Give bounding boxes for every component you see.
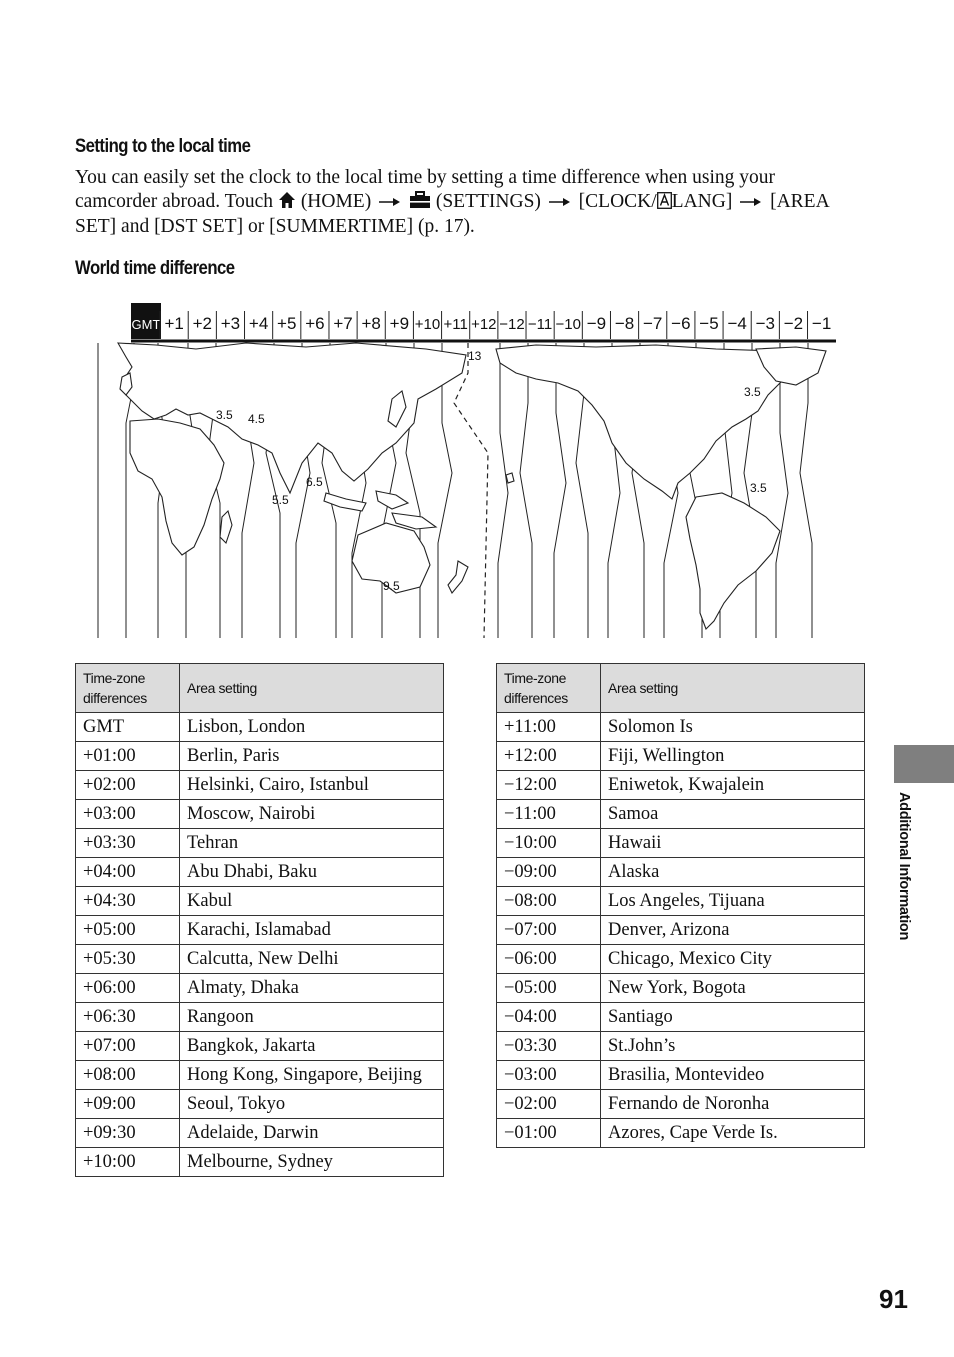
timezone-cell: −01:00 <box>497 1119 601 1148</box>
timezone-cell: −09:00 <box>497 858 601 887</box>
table-row <box>497 945 865 974</box>
arrow-right-icon <box>379 190 401 214</box>
table-row <box>76 974 444 1003</box>
table-row <box>497 1119 865 1148</box>
area-cell: St.John’s <box>601 1032 865 1061</box>
area-cell: Los Angeles, Tijuana <box>601 887 865 916</box>
timezone-cell: +07:00 <box>76 1032 180 1061</box>
table-row <box>76 858 444 887</box>
area-cell: Fiji, Wellington <box>601 742 865 771</box>
zone-label: −8 <box>614 314 635 333</box>
timezone-cell: −07:00 <box>497 916 601 945</box>
table-row <box>497 771 865 800</box>
area-cell: Solomon Is <box>601 713 865 742</box>
timezone-cell: +04:00 <box>76 858 180 887</box>
zone-label: −10 <box>555 316 581 333</box>
area-cell: Kabul <box>180 887 444 916</box>
zone-label: −12 <box>499 316 525 333</box>
timezone-cell: +05:30 <box>76 945 180 974</box>
table-row <box>76 1003 444 1032</box>
page-number: 91 <box>879 1284 908 1314</box>
table-row <box>76 916 444 945</box>
offset-label-rangoon: 6.5 <box>306 475 323 489</box>
table-row <box>497 1032 865 1061</box>
timezone-cell: +04:30 <box>76 887 180 916</box>
offset-label-chatham: 13 <box>468 349 482 363</box>
timezone-cell: GMT <box>76 713 180 742</box>
language-icon <box>657 192 672 216</box>
area-cell: Lisbon, London <box>180 713 444 742</box>
table-row <box>76 829 444 858</box>
zone-label: +9 <box>389 314 410 333</box>
zone-label: +6 <box>305 314 325 333</box>
date-line <box>454 343 488 638</box>
zone-label: −2 <box>783 314 804 333</box>
area-cell: Adelaide, Darwin <box>180 1119 444 1148</box>
timezone-cell: −03:30 <box>497 1032 601 1061</box>
timezone-cell: −12:00 <box>497 771 601 800</box>
clock-text: [CLOCK/ <box>578 190 657 212</box>
area-cell: Samoa <box>601 800 865 829</box>
timezone-cell: −06:00 <box>497 945 601 974</box>
area-cell: Chicago, Mexico City <box>601 945 865 974</box>
area-cell: Almaty, Dhaka <box>180 974 444 1003</box>
timezone-cell: +05:00 <box>76 916 180 945</box>
area-cell: Tehran <box>180 829 444 858</box>
table-row <box>497 1061 865 1090</box>
area-cell: Abu Dhabi, Baku <box>180 858 444 887</box>
zone-label: +7 <box>333 314 353 333</box>
zone-label: +3 <box>220 314 241 333</box>
table-row <box>497 887 865 916</box>
timezone-cell: −04:00 <box>497 1003 601 1032</box>
timezone-table-left <box>75 663 444 1177</box>
paragraph-text-end: [AREA SET] and [DST SET] or [SUMMERTIME] (p. 17). <box>75 190 829 237</box>
timezone-cell: +06:00 <box>76 974 180 1003</box>
area-cell: Azores, Cape Verde Is. <box>601 1119 865 1148</box>
area-cell: Alaska <box>601 858 865 887</box>
area-cell: Karachi, Islamabad <box>180 916 444 945</box>
timezone-table-right <box>496 663 865 1148</box>
timezone-cell: +11:00 <box>497 713 601 742</box>
column-header-area: Area setting <box>601 664 865 713</box>
offset-label-darwin: 9.5 <box>383 579 400 593</box>
zone-label: +4 <box>248 314 269 333</box>
table-row <box>76 1061 444 1090</box>
timezone-cell: −05:00 <box>497 974 601 1003</box>
zone-label: +2 <box>192 314 212 333</box>
timezone-cell: −02:00 <box>497 1090 601 1119</box>
area-cell: Seoul, Tokyo <box>180 1090 444 1119</box>
zone-label: −5 <box>699 314 719 333</box>
intro-paragraph <box>75 166 835 239</box>
table-row <box>497 742 865 771</box>
table-row <box>497 916 865 945</box>
area-cell: Helsinki, Cairo, Istanbul <box>180 771 444 800</box>
zone-label: +8 <box>361 314 381 333</box>
table-header-row <box>497 664 865 713</box>
home-icon <box>278 191 296 216</box>
area-cell: Bangkok, Jakarta <box>180 1032 444 1061</box>
zone-label: GMT <box>131 317 161 332</box>
table-row <box>76 1032 444 1061</box>
timezone-cell: +09:00 <box>76 1090 180 1119</box>
offset-label-tehran: 3.5 <box>216 408 233 422</box>
timezone-cell: +06:30 <box>76 1003 180 1032</box>
zone-label: −9 <box>586 314 607 333</box>
column-header-timezone: Time-zone differences <box>76 664 180 713</box>
section-heading-world-time: World time difference <box>75 258 235 279</box>
table-row <box>76 771 444 800</box>
area-cell: Hong Kong, Singapore, Beijing <box>180 1061 444 1090</box>
table-row <box>497 1090 865 1119</box>
zone-label: −6 <box>671 314 691 333</box>
column-header-area: Area setting <box>180 664 444 713</box>
arrow-right-icon <box>549 190 571 214</box>
timezone-cell: +10:00 <box>76 1148 180 1177</box>
zone-label: +5 <box>277 314 297 333</box>
timezone-cell: +03:30 <box>76 829 180 858</box>
zone-label: −4 <box>727 314 747 333</box>
area-cell: Denver, Arizona <box>601 916 865 945</box>
table-row <box>497 1003 865 1032</box>
timezone-cell: +01:00 <box>76 742 180 771</box>
area-cell: New York, Bogota <box>601 974 865 1003</box>
zone-label: −11 <box>527 316 553 333</box>
area-cell: Fernando de Noronha <box>601 1090 865 1119</box>
area-cell: Moscow, Nairobi <box>180 800 444 829</box>
offset-label-south-america: 3.5 <box>750 481 767 495</box>
area-cell: Hawaii <box>601 829 865 858</box>
area-cell: Brasilia, Montevideo <box>601 1061 865 1090</box>
section-heading-local-time: Setting to the local time <box>75 136 251 157</box>
zone-label: +11 <box>443 316 468 333</box>
zone-label: +12 <box>471 316 497 333</box>
arrow-right-icon <box>740 190 762 214</box>
table-row <box>497 858 865 887</box>
offset-label-india: 5.5 <box>272 493 289 507</box>
table-row <box>76 945 444 974</box>
paragraph-text: You can easily set the clock to the local time by setting a time difference when using your camcorder abroad. Touch <box>75 167 776 212</box>
offset-label-kabul: 4.5 <box>248 412 265 426</box>
settings-toolbox-icon <box>409 191 431 216</box>
timezone-cell: −03:00 <box>497 1061 601 1090</box>
zone-label: −3 <box>755 314 775 333</box>
zone-label: +10 <box>414 316 441 333</box>
area-cell: Melbourne, Sydney <box>180 1148 444 1177</box>
home-text: (HOME) <box>300 190 372 212</box>
table-row <box>76 1119 444 1148</box>
section-side-label: Additional Information <box>896 792 912 941</box>
area-cell: Berlin, Paris <box>180 742 444 771</box>
area-cell: Calcutta, New Delhi <box>180 945 444 974</box>
zone-label: −7 <box>643 314 663 333</box>
table-row <box>76 800 444 829</box>
timezone-cell: −10:00 <box>497 829 601 858</box>
column-header-timezone: Time-zone differences <box>497 664 601 713</box>
table-row <box>76 742 444 771</box>
table-row <box>76 1148 444 1177</box>
timezone-cell: +12:00 <box>497 742 601 771</box>
lang-text: LANG] <box>671 190 733 212</box>
table-row <box>497 829 865 858</box>
timezone-cell: +03:00 <box>76 800 180 829</box>
timezone-cell: +09:30 <box>76 1119 180 1148</box>
table-row <box>76 1090 444 1119</box>
zone-label: +1 <box>164 314 184 333</box>
timezone-cell: +02:00 <box>76 771 180 800</box>
table-row <box>76 713 444 742</box>
timezone-cell: −08:00 <box>497 887 601 916</box>
timezone-cell: +08:00 <box>76 1061 180 1090</box>
table-header-row <box>76 664 444 713</box>
offset-label-newfoundland: 3.5 <box>744 385 761 399</box>
timezone-cell: −11:00 <box>497 800 601 829</box>
settings-text: (SETTINGS) <box>435 190 541 212</box>
continent-outlines <box>118 343 826 629</box>
world-time-zone-map <box>96 303 836 638</box>
section-tab-marker <box>894 745 954 783</box>
table-row <box>497 800 865 829</box>
area-cell: Eniwetok, Kwajalein <box>601 771 865 800</box>
table-row <box>497 974 865 1003</box>
zone-label: −1 <box>811 314 832 333</box>
area-cell: Rangoon <box>180 1003 444 1032</box>
area-cell: Santiago <box>601 1003 865 1032</box>
world-map-graphic <box>96 303 836 638</box>
table-row <box>76 887 444 916</box>
table-row <box>497 713 865 742</box>
